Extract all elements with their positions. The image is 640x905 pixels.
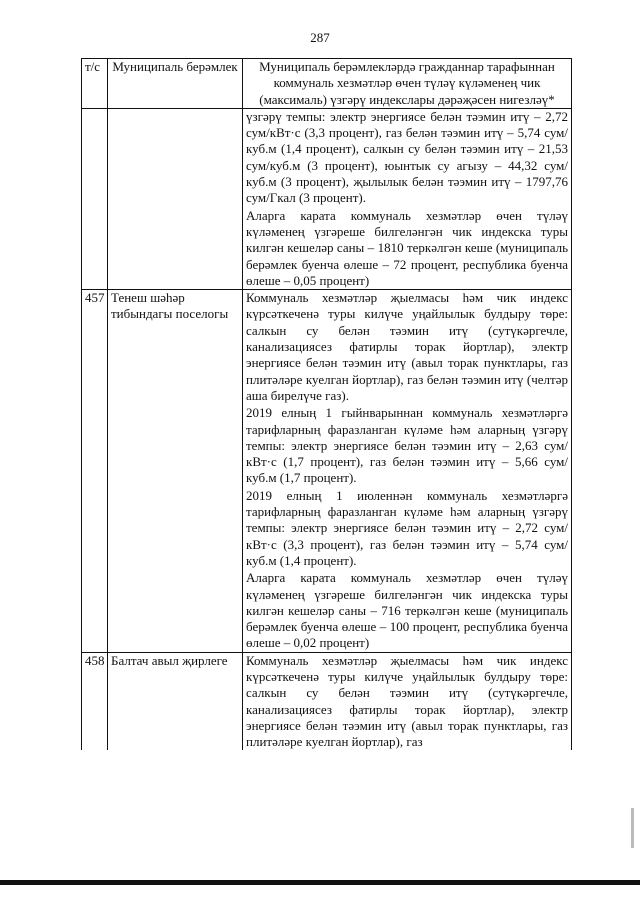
cell-municipality: Балтач авыл җирлеге [108,652,243,750]
table-row-continued [82,108,572,289]
paragraph: Аларга карата коммуналь хезмәтләр өчен түләү күләменең үзгәреше билгеләнгән чик индекска туры килгән кешеләр саны – 716 теркәлгән кеше (муниципаль берәмлек буенча өлеше – 100 процент, республика буенча өлеше – 0,02 процент) [246,570,568,651]
scan-edge-mark [631,808,634,848]
header-municipality: Муниципаль берәмлек [108,59,243,109]
paragraph: 2019 елның 1 июленнән коммуналь хезмәтләргә тарифларның фаразланган күләме һәм аларның үзгәрү темпы: электр энергиясе белән тәэмин итү – 2,72 сум/кВт·с (3,3 процент), газ белән тәэмин итү – 5,74 сум/куб.м (1,4 процент). [246,487,568,568]
cell-num-empty [82,108,108,289]
tariff-table [81,58,572,750]
cell-num: 457 [82,290,108,653]
cell-num: 458 [82,652,108,750]
cell-municipality: Тенеш шәһәр тибындагы поселогы [108,290,243,653]
paragraph: Аларга карата коммуналь хезмәтләр өчен түләү күләменең үзгәреше билгеләнгән чик индекска туры килгән кешеләр саны – 1810 теркәлгән кеше (муниципаль берәмлек буенча өлеше – 72 процент, республика буенча өлеше – 0,05 процент) [246,207,568,288]
page-number: 287 [310,30,330,45]
table-row-457 [82,290,572,653]
cell-description [243,290,572,653]
table-row-458 [82,652,572,750]
paragraph: үзгәрү темпы: электр энергиясе белән тәэмин итү – 2,72 сум/кВт·с (3,3 процент), газ белән тәэмин итү – 5,74 сум/куб.м (1,4 процент), салкын су белән тәэмин итү – 21,53 сум/куб.м (3 процент), юынтык су агызу – 44,32 сум/куб.м (3 процент), җылылык белән тәэмин итү – 1797,76 сум/Гкал (3 процент). [246,108,568,206]
paragraph: 2019 елның 1 гыйнварыннан коммуналь хезмәтләргә тарифларның фаразланган күләме һәм аларның үзгәрү темпы: электр энергиясе белән тәэмин итү – 2,63 сум/кВт·с (1,7 процент), газ белән тәэмин итү – 5,66 сум/куб.м (1,7 процент). [246,405,568,486]
paragraph: Коммуналь хезмәтләр җыелмасы һәм чик индекс күрсәткеченә туры килүче уңайлылык булдыру төре: салкын су белән тәэмин итү (сутүкәргечле, канализациясез фатирлы торак йортлар), электр энергиясе белән тәэмин итү (авыл торак пунктлары, газ плитәләре куелган йортлар), газ [246,652,568,750]
header-description: Муниципаль берәмлекләрдә гражданнар тарафыннан коммуналь хезмәтләр өчен түләү күләменең чик (максималь) үзгәрү индекслары дәрәҗәсен нигезләү* [243,59,572,109]
scan-bottom-bar [0,880,640,885]
table-header-row [82,59,572,109]
paragraph: Коммуналь хезмәтләр җыелмасы һәм чик индекс күрсәткеченә туры килүче уңайлылык булдыру төре: салкын су белән тәэмин итү (сутүкәргечле, канализациясез фатирлы торак йортлар), электр энергиясе белән тәэмин итү (авыл торак пунктлары, газ плитәләре куелган йортлар), газ белән тәэмин итү (челтәр аша бирелүче газ). [246,290,568,403]
header-num: т/с [82,59,108,109]
cell-description [243,108,572,289]
cell-description [243,652,572,750]
cell-municipality-empty [108,108,243,289]
